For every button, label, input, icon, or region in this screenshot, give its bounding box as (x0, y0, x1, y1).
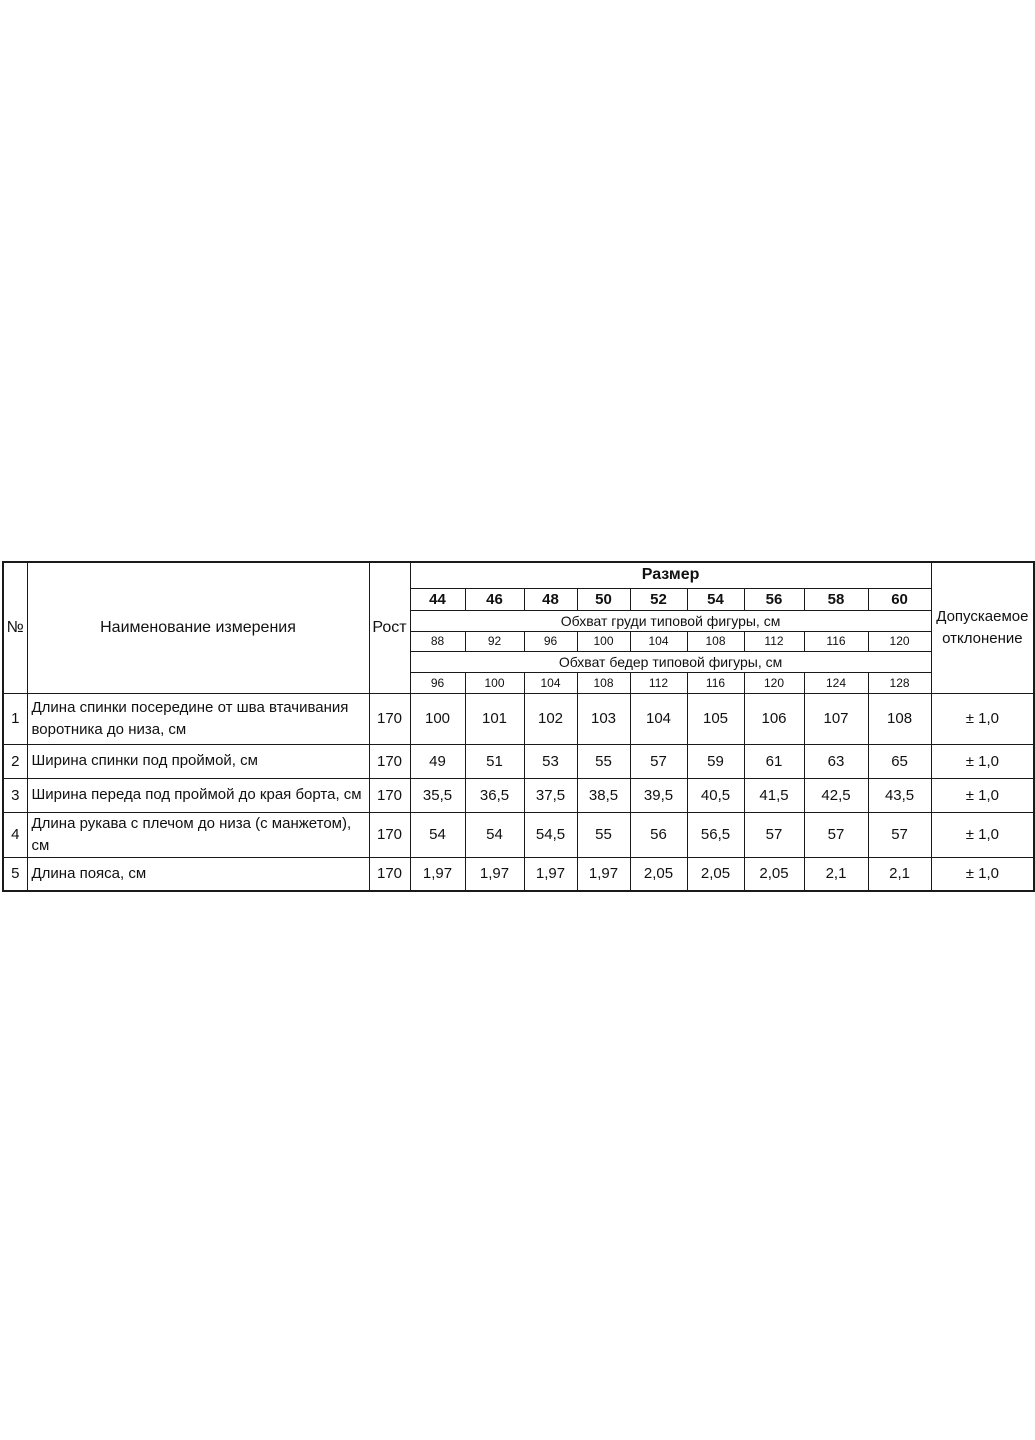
row-no: 1 (3, 693, 27, 744)
chest-cell: 100 (577, 631, 630, 651)
row-value: 63 (804, 744, 868, 778)
header-rost: Рост (369, 562, 410, 693)
row-name: Длина рукава с плечом до низа (с манжетом), см (27, 812, 369, 857)
row-value: 36,5 (465, 778, 524, 812)
size-cell: 56 (744, 588, 804, 610)
header-razmer: Размер (410, 562, 931, 588)
row-deviation: ± 1,0 (931, 744, 1034, 778)
table-row (3, 778, 1034, 812)
row-value: 54,5 (524, 812, 577, 857)
hips-cell: 104 (524, 672, 577, 693)
row-deviation: ± 1,0 (931, 693, 1034, 744)
row-value: 107 (804, 693, 868, 744)
row-value: 1,97 (410, 857, 465, 891)
row-value: 57 (804, 812, 868, 857)
row-value: 65 (868, 744, 931, 778)
row-deviation: ± 1,0 (931, 778, 1034, 812)
row-value: 2,1 (804, 857, 868, 891)
row-value: 100 (410, 693, 465, 744)
row-value: 54 (465, 812, 524, 857)
header-no: № (3, 562, 27, 693)
row-value: 37,5 (524, 778, 577, 812)
table-row (3, 812, 1034, 857)
row-rost: 170 (369, 812, 410, 857)
row-no: 5 (3, 857, 27, 891)
row-deviation: ± 1,0 (931, 812, 1034, 857)
row-value: 49 (410, 744, 465, 778)
row-value: 56,5 (687, 812, 744, 857)
row-value: 1,97 (524, 857, 577, 891)
row-no: 4 (3, 812, 27, 857)
hips-cell: 120 (744, 672, 804, 693)
row-value: 106 (744, 693, 804, 744)
table-row (3, 857, 1034, 891)
row-value: 38,5 (577, 778, 630, 812)
size-table (2, 561, 1035, 892)
row-value: 105 (687, 693, 744, 744)
row-value: 39,5 (630, 778, 687, 812)
row-rost: 170 (369, 778, 410, 812)
chest-cell: 88 (410, 631, 465, 651)
row-no: 2 (3, 744, 27, 778)
row-name: Ширина спинки под проймой, см (27, 744, 369, 778)
row-value: 1,97 (577, 857, 630, 891)
row-value: 54 (410, 812, 465, 857)
row-value: 57 (744, 812, 804, 857)
size-cell: 44 (410, 588, 465, 610)
row-value: 61 (744, 744, 804, 778)
row-value: 2,05 (630, 857, 687, 891)
row-rost: 170 (369, 857, 410, 891)
row-value: 2,1 (868, 857, 931, 891)
row-value: 40,5 (687, 778, 744, 812)
row-value: 57 (868, 812, 931, 857)
row-value: 57 (630, 744, 687, 778)
chest-cell: 96 (524, 631, 577, 651)
chest-label: Обхват груди типовой фигуры, см (410, 610, 931, 631)
hips-cell: 100 (465, 672, 524, 693)
row-value: 108 (868, 693, 931, 744)
size-cell: 60 (868, 588, 931, 610)
header-deviation: Допускаемое отклонение (931, 562, 1034, 693)
chest-cell: 116 (804, 631, 868, 651)
row-value: 102 (524, 693, 577, 744)
hips-cell: 108 (577, 672, 630, 693)
row-value: 55 (577, 812, 630, 857)
row-value: 2,05 (687, 857, 744, 891)
table-row (3, 693, 1034, 744)
row-name: Длина пояса, см (27, 857, 369, 891)
row-value: 55 (577, 744, 630, 778)
size-cell: 50 (577, 588, 630, 610)
row-value: 41,5 (744, 778, 804, 812)
hips-cell: 96 (410, 672, 465, 693)
size-cell: 52 (630, 588, 687, 610)
hips-cell: 112 (630, 672, 687, 693)
size-cell: 46 (465, 588, 524, 610)
row-value: 42,5 (804, 778, 868, 812)
chest-cell: 92 (465, 631, 524, 651)
header-row-razmer (3, 562, 1034, 588)
chest-cell: 104 (630, 631, 687, 651)
row-value: 53 (524, 744, 577, 778)
hips-cell: 128 (868, 672, 931, 693)
hips-cell: 124 (804, 672, 868, 693)
row-value: 101 (465, 693, 524, 744)
row-name: Ширина переда под проймой до края борта, см (27, 778, 369, 812)
size-cell: 58 (804, 588, 868, 610)
table-row (3, 744, 1034, 778)
chest-cell: 112 (744, 631, 804, 651)
row-value: 56 (630, 812, 687, 857)
row-value: 51 (465, 744, 524, 778)
hips-cell: 116 (687, 672, 744, 693)
row-value: 59 (687, 744, 744, 778)
row-name: Длина спинки посередине от шва втачивания воротника до низа, см (27, 693, 369, 744)
table-body (3, 562, 1034, 891)
size-cell: 48 (524, 588, 577, 610)
row-value: 1,97 (465, 857, 524, 891)
row-value: 103 (577, 693, 630, 744)
row-rost: 170 (369, 744, 410, 778)
header-name: Наименование измерения (27, 562, 369, 693)
row-value: 2,05 (744, 857, 804, 891)
chest-cell: 108 (687, 631, 744, 651)
row-deviation: ± 1,0 (931, 857, 1034, 891)
row-value: 43,5 (868, 778, 931, 812)
hips-label: Обхват бедер типовой фигуры, см (410, 651, 931, 672)
row-rost: 170 (369, 693, 410, 744)
row-value: 104 (630, 693, 687, 744)
row-value: 35,5 (410, 778, 465, 812)
chest-cell: 120 (868, 631, 931, 651)
size-cell: 54 (687, 588, 744, 610)
row-no: 3 (3, 778, 27, 812)
